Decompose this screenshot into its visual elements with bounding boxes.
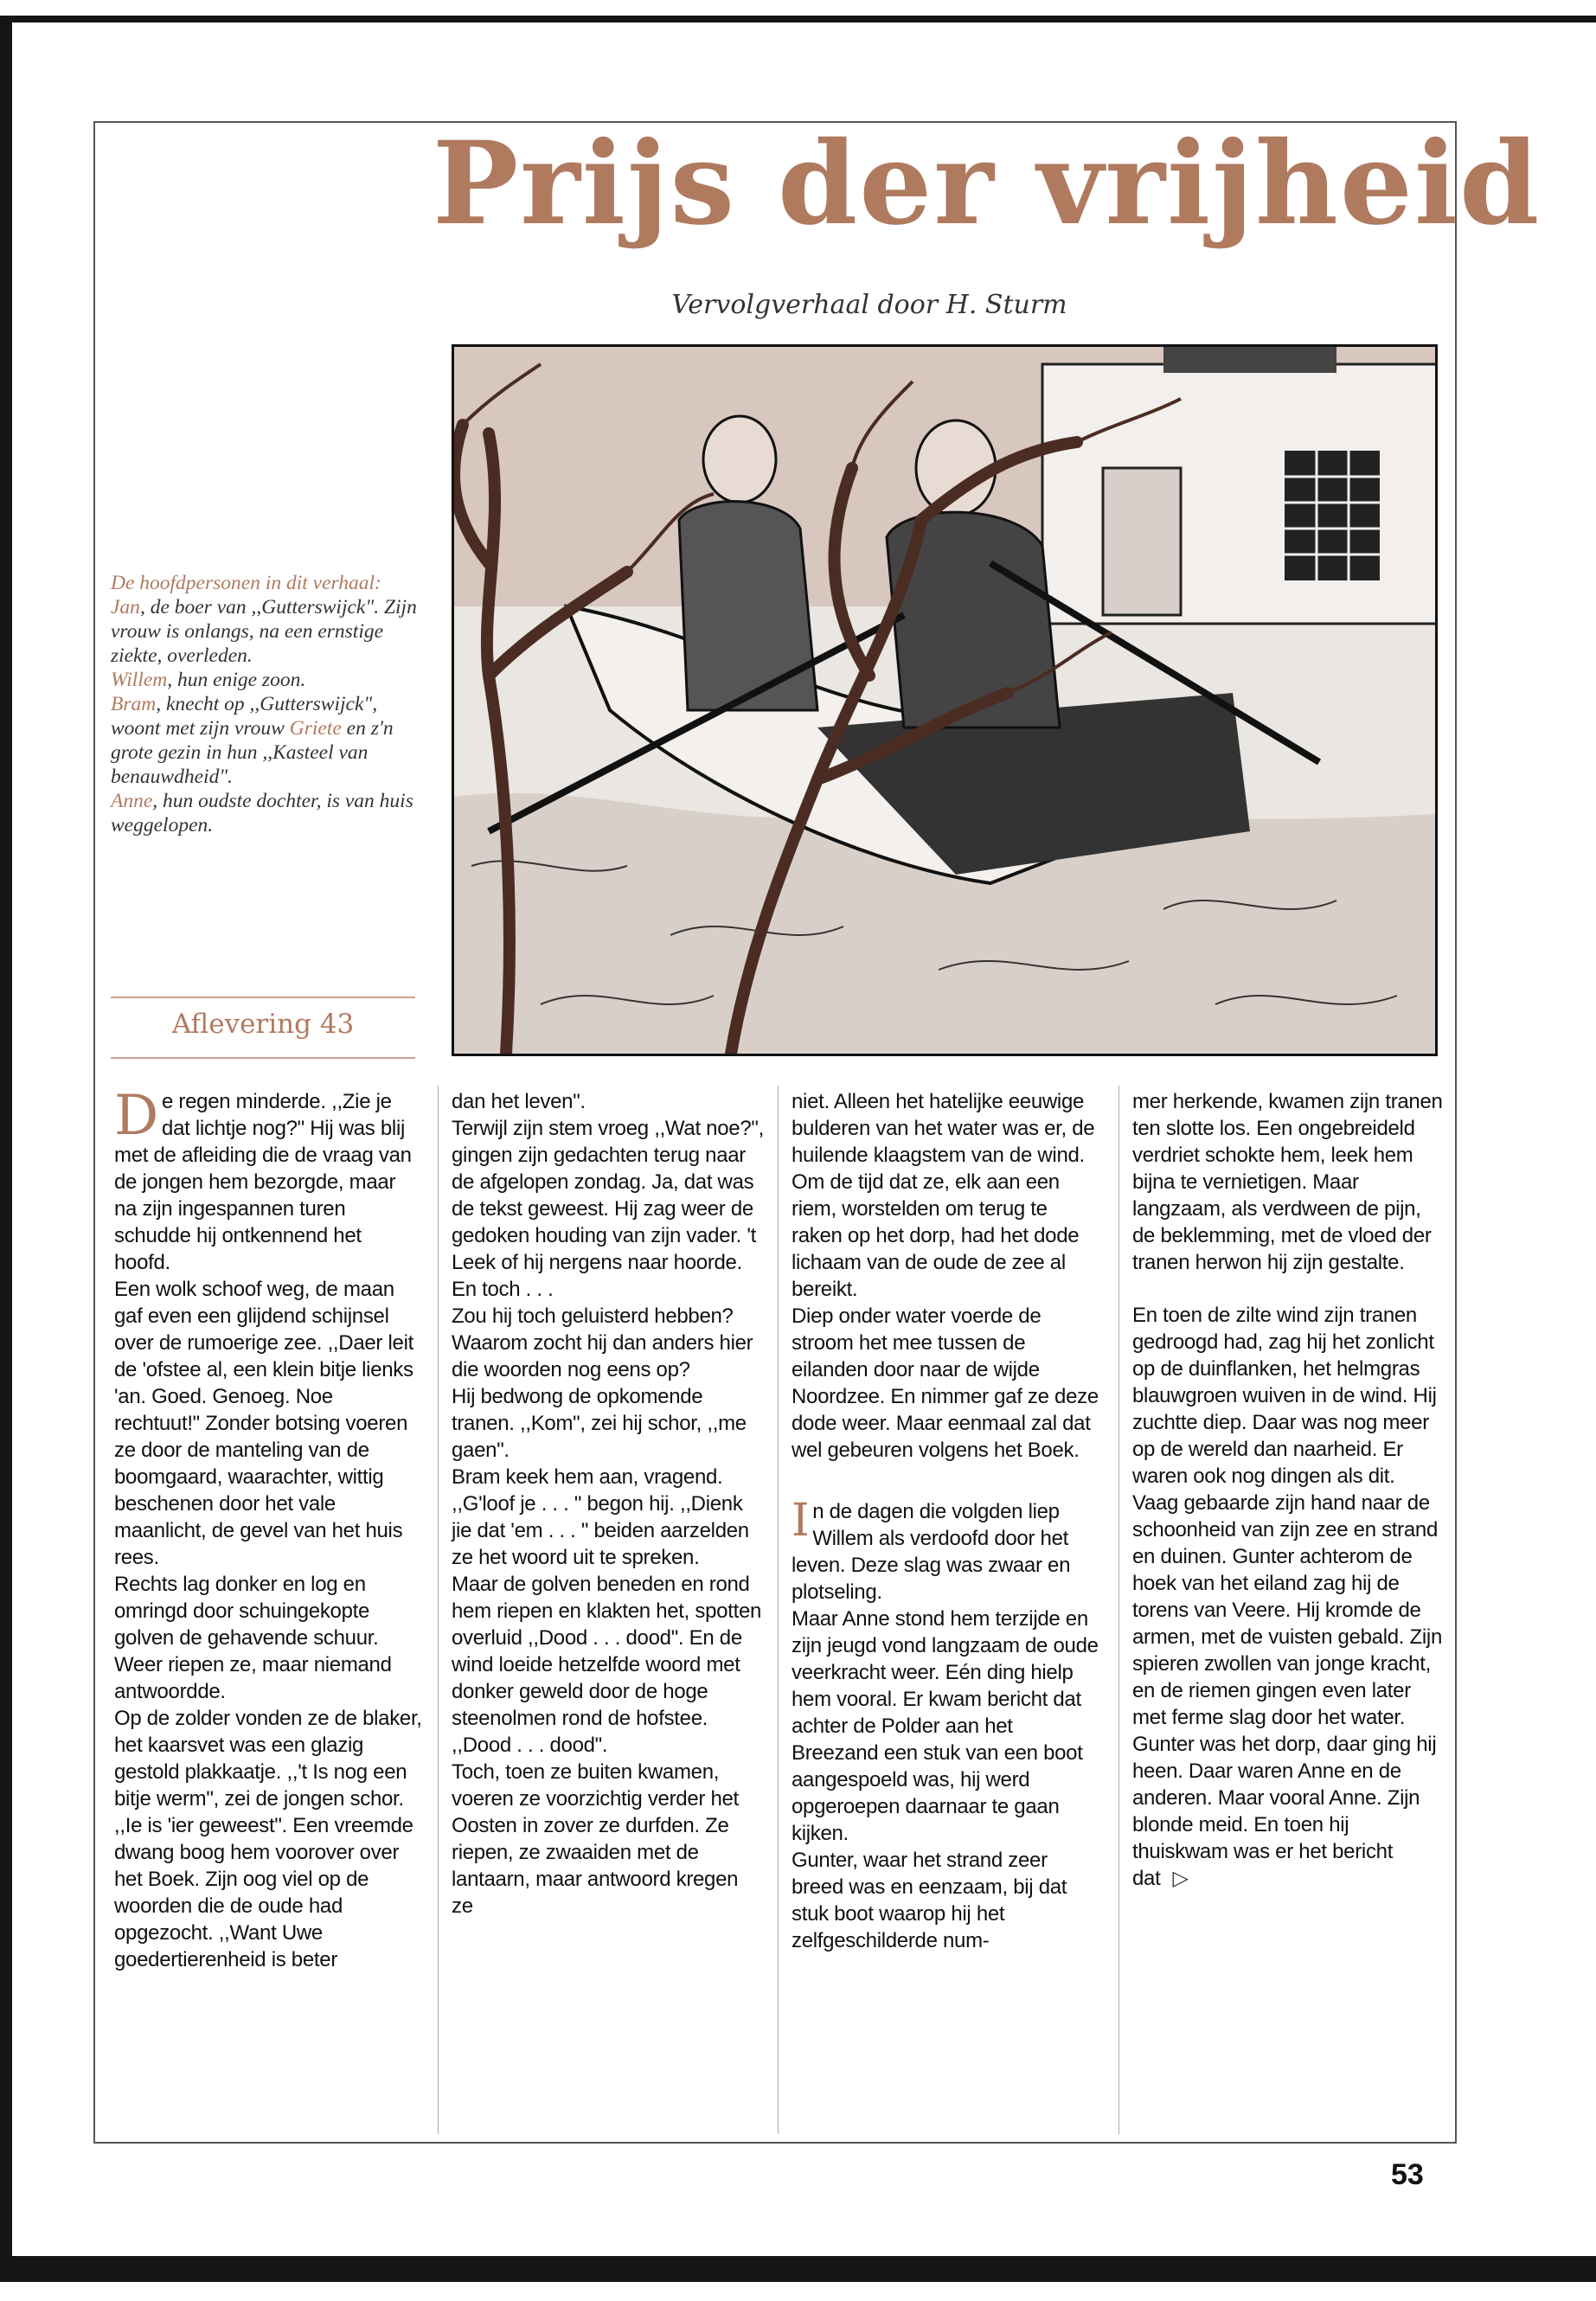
- paragraph: Gunter, waar het strand zeer breed was en eenzaam, bij dat stuk boot waarop hij het zelfgeschilderde num-: [792, 1849, 1067, 1952]
- paragraph: Maar Anne stond hem terzijde en zijn jeugd vond langzaam de oude veerkracht weer. Eén ding hielp hem vooral. Er kwam bericht dat achter de Polder aan het Breezand een stuk van een boot aangespoeld was, hij werd opgeroepen daarnaar te gaan kijken.: [792, 1607, 1099, 1845]
- paragraph: Bram keek hem aan, vragend. ,,G'loof je . . . " begon hij. ,,Dienk jie dat 'em . . . " beiden aarzelden ze het woord uit te spreken.: [452, 1465, 749, 1569]
- left-border: [0, 16, 12, 2282]
- paragraph: En toen de zilte wind zijn tranen gedroogd had, zag hij het zonlicht op de duinflanken, het helmgras blauwgroen wuiven in de wind. Hij zuchtte diep. Daar was nog meer op de wereld dan naarheid. Er waren ook nog dingen als dit. Vaag gebaarde zijn hand naar de schoonheid van zijn zee en strand en duinen. Gunter achterom de hoek van het eiland zag hij de torens van Veere. Hij kromde de armen, met de vuisten gebald. Zijn spieren zwollen van jonge kracht, en de riemen gingen even later met ferme slag door het water.: [1132, 1304, 1442, 1729]
- drop-cap: D: [114, 1084, 159, 1148]
- paragraph: Rechts lag donker en log en omringd door schuingekopte golven de gehavende schuur. Weer riepen ze, maar niemand antwoordde.: [114, 1573, 392, 1703]
- paragraph: Maar de golven beneden en rond hem riepen en klakten het, spotten overluid ,,Dood . . . dood". En de wind loeide hetzelfde woord met donker geweld door de hoge steenolmen rond de hofstee. ,,Dood . . . dood".: [452, 1573, 762, 1757]
- top-border: [0, 16, 1596, 22]
- paragraph: mer herkende, kwamen zijn tranen ten slotte los. Een ongebreideld verdriet schokte hem, leek hem bijna te vernietigen. Maar langzaam, als verdween de pijn, de beklemming, met de vloed der tranen herwon hij zijn gestalte.: [1132, 1090, 1443, 1274]
- column-divider: [1118, 1086, 1119, 2134]
- characters-box: [111, 571, 422, 837]
- paragraph: Hij bedwong de opkomende tranen. ,,Kom", zei hij schor, ,,me gaen".: [452, 1385, 747, 1462]
- paragraph: dan het leven".: [452, 1090, 586, 1113]
- character-jan: Jan, de boer van ,,Gutterswijck". Zijn vrouw is onlangs, na een ernstige ziekte, overleden.: [111, 596, 417, 667]
- article-column-2: [452, 1088, 765, 1920]
- article-column-4: [1132, 1088, 1445, 1892]
- paragraph: niet. Alleen het hatelijke eeuwige bulderen van het water was er, de huilende klaagstem van de wind.: [792, 1090, 1095, 1167]
- paragraph: Diep onder water voerde de stroom het mee tussen de eilanden door naar de wijde Noordzee. En nimmer gaf ze deze dode weer. Maar eenmaal zal dat wel gebeuren volgens het Boek.: [792, 1304, 1099, 1462]
- page-title: Prijs der vrijheid: [433, 117, 1542, 251]
- episode-label: Aflevering 43: [171, 1009, 355, 1040]
- drop-cap: I: [792, 1495, 810, 1547]
- paragraph: Toch, toen ze buiten kwamen, voeren ze voorzichtig verder het Oosten in zover ze durfden. Ze riepen, ze zwaaiden met de lantaarn, maar antwoord kregen ze: [452, 1760, 739, 1918]
- continue-arrow-icon: ▷: [1172, 1867, 1189, 1890]
- episode-rule-top: [111, 997, 415, 998]
- character-willem: Willem, hun enige zoon.: [111, 669, 306, 691]
- rowing-boat-flood-illustration-icon: [454, 347, 1435, 1054]
- paragraph: Op de zolder vonden ze de blaker, het kaarsvet was een glazig gestold plakkaatje. ,,'t Is nog een bitje werm", zei de jongen schor. ,,Ie is 'ier geweest". Een vreemde dwang boog hem voorover over het Boek. Zijn oog viel op de woorden die de oude had opgezocht. ,,Want Uwe goedertierenheid is beter: [114, 1707, 422, 1971]
- article-column-3: [792, 1088, 1103, 1954]
- paragraph: n de dagen die volgden liep Willem als verdoofd door het leven. Deze slag was zwaar en plotseling.: [792, 1500, 1071, 1604]
- page-number: 53: [1391, 2158, 1424, 2191]
- characters-heading: De hoofdpersonen in dit verhaal:: [111, 572, 381, 594]
- paragraph: Een wolk schoof weg, de maan gaf even een glijdend schijnsel over de rumoerige zee. ,,Daer leit de 'ofstee al, een klein bitje lienks 'an. Goed. Genoeg. Noe rechtuut!" Zonder botsing voeren ze door de manteling van de boomgaard, waarachter, wittig beschenen door het vale maanlicht, de gevel van het huis rees.: [114, 1278, 413, 1569]
- character-bram: Bram, knecht op ,,Gutterswijck", woont met zijn vrouw Griete en z'n grote gezin in hun ,,Kasteel van benauwdheid".: [111, 693, 394, 788]
- article-column-1: [114, 1084, 422, 1973]
- paragraph: Zou hij toch geluisterd hebben? Waarom zocht hij dan anders hier die woorden nog eens op?: [452, 1304, 753, 1381]
- paragraph: Om de tijd dat ze, elk aan een riem, worstelden om terug te raken op het dorp, had het dode lichaam van de oude de zee al bereikt.: [792, 1170, 1080, 1301]
- character-anne: Anne, hun oudste dochter, is van huis weggelopen.: [111, 790, 413, 836]
- bottom-border: [0, 2256, 1596, 2282]
- paragraph: Terwijl zijn stem vroeg ,,Wat noe?", gingen zijn gedachten terug naar de afgelopen zondag. Ja, dat was de tekst geweest. Hij zag weer de gedoken houding van zijn vader. 't Leek of hij nergens naar hoorde. En toch . . .: [452, 1117, 764, 1301]
- column-divider: [438, 1086, 439, 2134]
- column-divider: [778, 1086, 779, 2134]
- episode-rule-bottom: [111, 1057, 415, 1059]
- paragraph: e regen minderde. ,,Zie je dat lichtje nog?" Hij was blij met de afleiding die de vraag van de jongen hem bezorgde, maar na zijn ingespannen turen schudde hij ontkennend het hoofd.: [114, 1090, 412, 1274]
- story-illustration: [452, 344, 1438, 1056]
- paragraph: Gunter was het dorp, daar ging hij heen. Daar waren Anne en de anderen. Maar vooral Anne. Zijn blonde meid. En toen hij thuiskwam was er het bericht dat ▷: [1132, 1733, 1437, 1890]
- byline: Vervolgverhaal door H. Sturm: [671, 290, 1067, 320]
